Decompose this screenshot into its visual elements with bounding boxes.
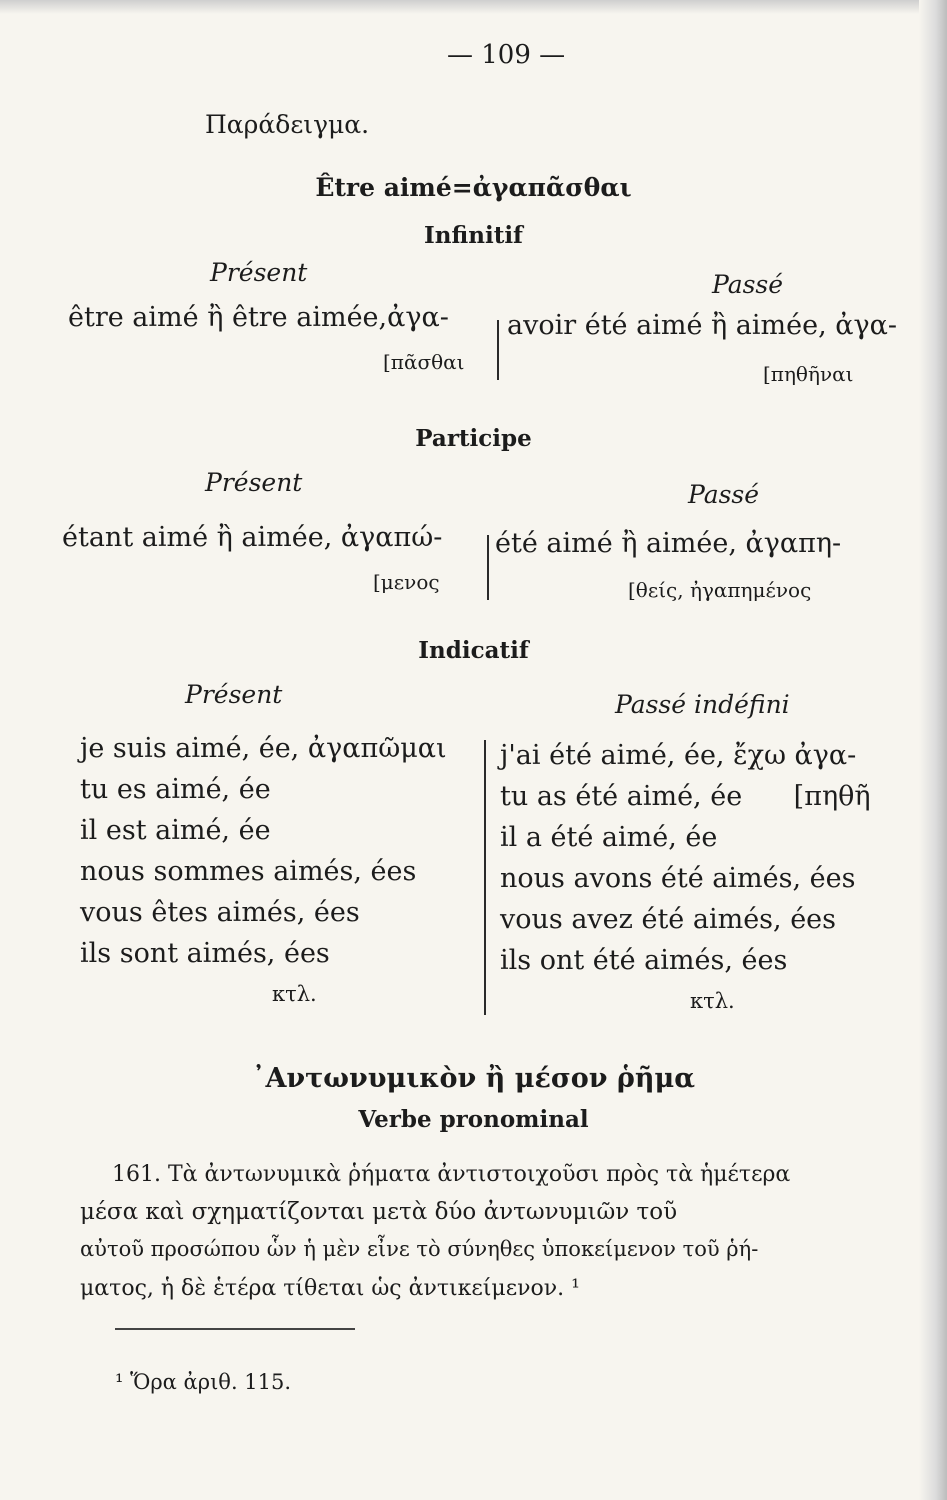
footnote-rule (115, 1328, 355, 1330)
section-greek-title: ᾿Αντωνυμικὸν ἢ μέσον ῥῆμα (251, 1063, 696, 1094)
infinitif-present-line2: [πᾶσθαι (383, 350, 465, 374)
participe-present-line2: [μενος (373, 570, 440, 594)
list-item: il est aimé, ée (80, 815, 271, 846)
participe-present-line1: étant aimé ἢ aimée, ἀγαπώ- (62, 522, 443, 553)
page-number: — 109 — (447, 40, 566, 70)
list-item: j'ai été aimé, ée, ἔχω ἀγα- (500, 740, 857, 771)
paragraph-line-2: μέσα καὶ σχηματίζονται μετὰ δύο ἀντωνυμιῶν τοῦ (80, 1199, 678, 1225)
list-item: ils ont été aimés, ées (500, 945, 788, 976)
infinitif-passe-line2: [πηθῆναι (763, 362, 854, 386)
infinitif-label: Infinitif (424, 222, 523, 249)
participe-present-head: Présent (205, 468, 303, 497)
indicatif-label: Indicatif (418, 637, 529, 664)
list-item: κτλ. (272, 982, 317, 1006)
list-item: κτλ. (690, 989, 735, 1013)
indicatif-passe-list (500, 735, 871, 1022)
list-item: vous êtes aimés, ées (80, 897, 360, 928)
infinitif-passe-head: Passé (712, 270, 784, 299)
list-item: tu as été aimé, ée [πηθῆ (500, 781, 871, 812)
indicatif-passe-head: Passé indéfini (615, 690, 790, 719)
participe-label: Participe (415, 425, 532, 452)
page-top-edge (0, 0, 947, 14)
infinitif-passe-line1: avoir été aimé ἢ aimée, ἀγα- (507, 310, 897, 341)
infinitif-present-head: Présent (210, 258, 308, 287)
list-item: ils sont aimés, ées (80, 938, 330, 969)
paragraph-line-1: 161. Τὰ ἀντωνυμικὰ ῥήματα ἀντιστοιχοῦσι πρὸς τὰ ἡμέτερα (112, 1162, 791, 1187)
infinitif-divider (497, 320, 499, 380)
participe-passe-line1: été aimé ἢ aimée, ἀγαπη- (495, 528, 842, 559)
section-french-title: Verbe pronominal (358, 1106, 589, 1133)
list-item: vous avez été aimés, ées (500, 904, 837, 935)
infinitif-present-line1: être aimé ἢ être aimée,ἀγα- (68, 302, 449, 333)
list-item: nous avons été aimés, ées (500, 863, 856, 894)
heading: Παράδειγμα. (205, 110, 370, 139)
participe-passe-line2: [θείς, ἠγαπημένος (628, 578, 812, 602)
page-title: Être aimé=ἀγαπᾶσθαι (315, 173, 632, 202)
list-item: nous sommes aimés, ées (80, 856, 417, 887)
list-item: il a été aimé, ée (500, 822, 718, 853)
indicatif-present-list (80, 728, 447, 1015)
footnote: ¹ Ὅρα ἀριθ. 115. (115, 1370, 292, 1394)
paragraph-line-4: ματος, ἡ δὲ ἑτέρα τίθεται ὡς ἀντικείμενον. ¹ (80, 1276, 580, 1301)
indicatif-present-head: Présent (185, 680, 283, 709)
list-item: tu es aimé, ée (80, 774, 271, 805)
paragraph-line-3: αὐτοῦ προσώπου ὧν ἡ μὲν εἶνε τὸ σύνηθες ὑποκείμενον τοῦ ῥή- (80, 1237, 759, 1261)
list-item: je suis aimé, ée, ἀγαπῶμαι (80, 733, 447, 764)
indicatif-divider (484, 740, 486, 1015)
participe-divider (487, 535, 489, 600)
participe-passe-head: Passé (688, 480, 760, 509)
